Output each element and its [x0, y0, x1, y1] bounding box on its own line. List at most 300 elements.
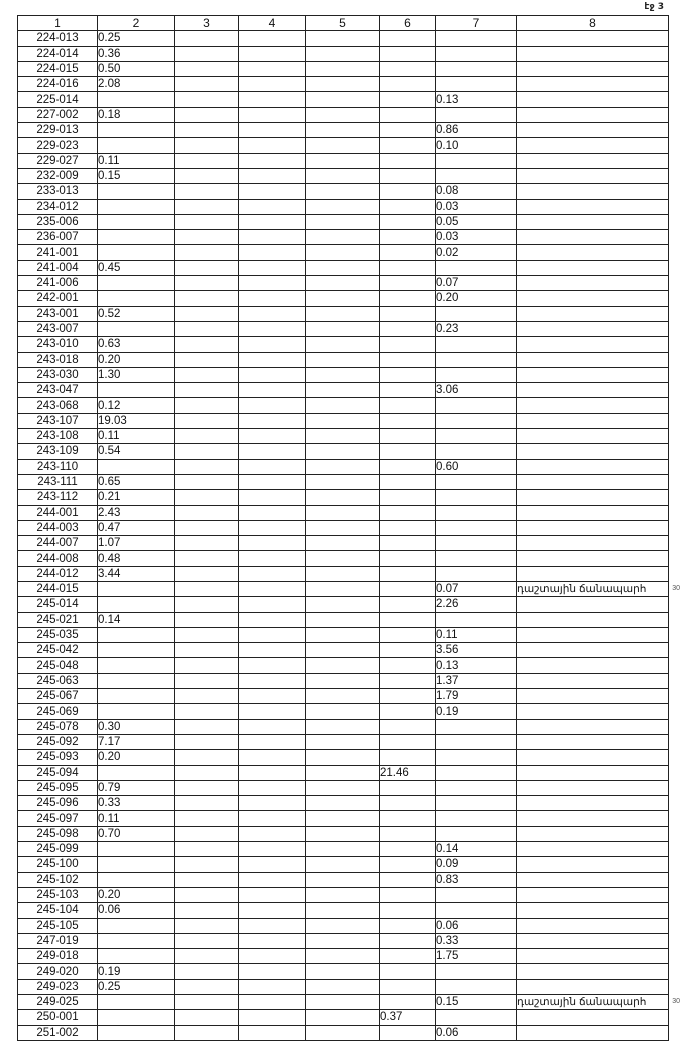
cell-col7-area — [436, 887, 517, 902]
cell-col5 — [306, 612, 380, 627]
cell-col5 — [306, 444, 380, 459]
cell-col6-area — [380, 995, 436, 1010]
cell-col7-area — [436, 123, 517, 138]
cell-code-text: 224-013 — [36, 32, 79, 45]
cell-col5 — [306, 337, 380, 352]
cell-col5 — [306, 474, 380, 489]
table-row — [18, 857, 669, 872]
cell-col2-area-text: 0.36 — [98, 47, 121, 60]
cell-note — [517, 184, 669, 199]
cell-col2-area — [98, 597, 175, 612]
cell-col4 — [239, 337, 306, 352]
cell-code — [18, 581, 98, 596]
cell-col4 — [239, 306, 306, 321]
cell-col7-area — [436, 964, 517, 979]
column-header-7: 7 — [436, 16, 517, 31]
cell-col2-area-text: 0.11 — [98, 430, 120, 443]
cell-code-text: 245-103 — [36, 889, 79, 902]
cell-col3 — [175, 398, 239, 413]
cell-col3 — [175, 459, 239, 474]
cell-col2-area-text: 0.45 — [98, 261, 121, 274]
cell-code — [18, 612, 98, 627]
cell-col4 — [239, 627, 306, 642]
cell-note — [517, 597, 669, 612]
cell-col3 — [175, 995, 239, 1010]
table-row — [18, 77, 669, 92]
cell-col2-area — [98, 612, 175, 627]
table-row — [18, 826, 669, 841]
cell-col7-area — [436, 199, 517, 214]
cell-col6-area — [380, 597, 436, 612]
cell-col7-area — [436, 444, 517, 459]
cell-col6-area — [380, 536, 436, 551]
cell-col7-area — [436, 826, 517, 841]
cell-col5 — [306, 979, 380, 994]
cell-note — [517, 1025, 669, 1040]
cell-col3 — [175, 627, 239, 642]
cell-col7-area-text: 0.23 — [436, 323, 459, 336]
cell-col7-area — [436, 230, 517, 245]
cell-code — [18, 291, 98, 306]
cell-col3 — [175, 734, 239, 749]
cell-note — [517, 490, 669, 505]
cell-col4 — [239, 887, 306, 902]
cell-col3 — [175, 474, 239, 489]
cell-col2-area — [98, 276, 175, 291]
cell-col7-area — [436, 918, 517, 933]
cell-col2-area — [98, 673, 175, 688]
cell-code — [18, 597, 98, 612]
table-row — [18, 581, 669, 596]
cell-code-text: 241-006 — [36, 277, 79, 290]
cell-col4 — [239, 138, 306, 153]
cell-note — [517, 933, 669, 948]
cell-code — [18, 107, 98, 122]
cell-col4 — [239, 383, 306, 398]
cell-col3 — [175, 168, 239, 183]
cell-col3 — [175, 979, 239, 994]
cell-col6-area — [380, 291, 436, 306]
cell-code-text: 245-067 — [36, 690, 79, 703]
cell-col6-area — [380, 857, 436, 872]
cell-col5 — [306, 168, 380, 183]
table-row — [18, 429, 669, 444]
cell-col7-area — [436, 796, 517, 811]
cell-col7-area — [436, 842, 517, 857]
table-row — [18, 321, 669, 336]
cell-col7-area-text: 0.05 — [436, 216, 459, 228]
table-row — [18, 383, 669, 398]
cell-col2-area-text: 0.11 — [98, 812, 120, 825]
cell-col2-area — [98, 153, 175, 168]
cell-col4 — [239, 842, 306, 857]
cell-col5 — [306, 995, 380, 1010]
cell-col3 — [175, 138, 239, 153]
table-row — [18, 780, 669, 795]
cell-col6-area — [380, 612, 436, 627]
table-row — [18, 413, 669, 428]
cell-col7-area-text: 0.08 — [436, 185, 459, 198]
cell-code — [18, 321, 98, 336]
cell-col6-area — [380, 245, 436, 260]
table-row — [18, 536, 669, 551]
cell-code-text: 245-097 — [36, 812, 79, 825]
cell-col7-area-text: 3.56 — [436, 644, 459, 657]
cell-col5 — [306, 750, 380, 765]
cell-col5 — [306, 704, 380, 719]
cell-col4 — [239, 230, 306, 245]
cell-code-text: 243-018 — [36, 353, 79, 366]
cell-note — [517, 306, 669, 321]
cell-col7-area-text: 0.06 — [436, 919, 459, 932]
cell-code-text: 249-020 — [36, 965, 79, 978]
cell-col3 — [175, 1010, 239, 1025]
cell-code — [18, 61, 98, 76]
table-row — [18, 92, 669, 107]
cell-col3 — [175, 107, 239, 122]
cell-code-text: 247-019 — [36, 934, 79, 947]
cell-code-text: 245-105 — [36, 919, 79, 932]
cell-col6-area — [380, 184, 436, 199]
cell-note — [517, 750, 669, 765]
cell-col2-area-text: 19.03 — [98, 414, 127, 427]
cell-col2-area — [98, 643, 175, 658]
cell-col2-area — [98, 459, 175, 474]
cell-col7-area-text: 0.02 — [436, 246, 459, 259]
cell-col7-area — [436, 490, 517, 505]
cell-col3 — [175, 61, 239, 76]
cell-note — [517, 1010, 669, 1025]
cell-note — [517, 872, 669, 887]
cell-col3 — [175, 413, 239, 428]
cell-col5 — [306, 352, 380, 367]
cell-col2-area — [98, 505, 175, 520]
cell-col7-area — [436, 245, 517, 260]
cell-col4 — [239, 704, 306, 719]
cell-code — [18, 474, 98, 489]
cell-col3 — [175, 780, 239, 795]
cell-col4 — [239, 168, 306, 183]
cell-col3 — [175, 643, 239, 658]
cell-col5 — [306, 627, 380, 642]
cell-col4 — [239, 750, 306, 765]
cell-col3 — [175, 811, 239, 826]
cell-note — [517, 367, 669, 382]
cell-col5 — [306, 551, 380, 566]
cell-note — [517, 61, 669, 76]
cell-col3 — [175, 566, 239, 581]
table-row — [18, 337, 669, 352]
cell-col2-area — [98, 429, 175, 444]
cell-col2-area — [98, 918, 175, 933]
cell-col5 — [306, 260, 380, 275]
cell-note — [517, 260, 669, 275]
cell-col4 — [239, 398, 306, 413]
table-row — [18, 168, 669, 183]
cell-col6-area — [380, 168, 436, 183]
cell-col7-area — [436, 1010, 517, 1025]
cell-code-text: 245-095 — [36, 781, 79, 794]
cell-col4 — [239, 474, 306, 489]
cell-col3 — [175, 199, 239, 214]
cell-code-text: 243-111 — [37, 476, 78, 489]
cell-col5 — [306, 107, 380, 122]
cell-col5 — [306, 505, 380, 520]
cell-col4 — [239, 505, 306, 520]
cell-col7-area — [436, 581, 517, 596]
table-row — [18, 964, 669, 979]
cell-col5 — [306, 811, 380, 826]
cell-col6-area — [380, 765, 436, 780]
cell-col4 — [239, 780, 306, 795]
cell-code-text: 233-013 — [36, 185, 79, 198]
cell-code — [18, 887, 98, 902]
cell-col5 — [306, 689, 380, 704]
cell-col5 — [306, 765, 380, 780]
cell-col4 — [239, 979, 306, 994]
cell-col4 — [239, 1010, 306, 1025]
cell-col3 — [175, 31, 239, 46]
cell-code-text: 251-002 — [36, 1026, 79, 1039]
cell-note-tail: 30 — [672, 998, 680, 1005]
cell-col7-area — [436, 597, 517, 612]
table-row — [18, 138, 669, 153]
cell-col2-area — [98, 949, 175, 964]
cell-col7-area — [436, 107, 517, 122]
table-row — [18, 658, 669, 673]
cell-code-text: 234-012 — [36, 200, 79, 213]
cell-col2-area — [98, 77, 175, 92]
table-row — [18, 46, 669, 61]
cell-col5 — [306, 842, 380, 857]
cell-col7-area — [436, 673, 517, 688]
cell-col2-area — [98, 31, 175, 46]
cell-code-text: 244-012 — [36, 567, 79, 580]
cell-col4 — [239, 276, 306, 291]
cell-code-text: 245-100 — [36, 858, 79, 871]
cell-col2-area — [98, 107, 175, 122]
header-row — [18, 16, 669, 31]
cell-col5 — [306, 276, 380, 291]
cell-col2-area — [98, 123, 175, 138]
cell-code-text: 245-078 — [36, 720, 79, 733]
cell-code — [18, 918, 98, 933]
cell-code — [18, 429, 98, 444]
table-row — [18, 887, 669, 902]
cell-col5 — [306, 566, 380, 581]
cell-col2-area-text: 0.54 — [98, 445, 121, 458]
cell-col4 — [239, 903, 306, 918]
table-row — [18, 949, 669, 964]
cell-col7-area-text: 0.13 — [436, 659, 459, 672]
cell-col2-area — [98, 842, 175, 857]
cell-col6-area — [380, 964, 436, 979]
cell-col7-area — [436, 383, 517, 398]
cell-col4 — [239, 566, 306, 581]
cell-col3 — [175, 383, 239, 398]
table-row — [18, 490, 669, 505]
cell-col4 — [239, 643, 306, 658]
cell-col3 — [175, 505, 239, 520]
cell-col3 — [175, 520, 239, 535]
cell-note-text: դաշտային ճանապարհ — [517, 996, 647, 1009]
cell-code — [18, 383, 98, 398]
cell-col5 — [306, 184, 380, 199]
table-row — [18, 260, 669, 275]
cell-code — [18, 1010, 98, 1025]
cell-code-text: 245-093 — [36, 751, 79, 764]
cell-col4 — [239, 581, 306, 596]
cell-col5 — [306, 138, 380, 153]
cell-col4 — [239, 765, 306, 780]
cell-col2-area-text: 0.63 — [98, 338, 121, 351]
cell-col7-area — [436, 627, 517, 642]
cell-col5 — [306, 490, 380, 505]
cell-note — [517, 444, 669, 459]
cell-code — [18, 520, 98, 535]
cell-code-text: 224-014 — [36, 47, 79, 60]
cell-code — [18, 857, 98, 872]
cell-col4 — [239, 429, 306, 444]
cell-col5 — [306, 1025, 380, 1040]
cell-col6-area — [380, 811, 436, 826]
cell-col5 — [306, 230, 380, 245]
cell-code — [18, 398, 98, 413]
cell-col2-area-text: 0.18 — [98, 108, 121, 121]
cell-col4 — [239, 31, 306, 46]
cell-col2-area — [98, 750, 175, 765]
cell-col6-area — [380, 750, 436, 765]
cell-col2-area — [98, 627, 175, 642]
cell-code-text: 241-004 — [36, 261, 79, 274]
cell-col4 — [239, 719, 306, 734]
cell-col2-area-text: 0.20 — [98, 353, 121, 366]
cell-col6-area — [380, 92, 436, 107]
cell-col5 — [306, 780, 380, 795]
cell-col4 — [239, 811, 306, 826]
cell-code — [18, 949, 98, 964]
cell-col3 — [175, 689, 239, 704]
cell-col6-area — [380, 949, 436, 964]
cell-code — [18, 459, 98, 474]
table-header — [18, 16, 669, 31]
cell-col6-area — [380, 107, 436, 122]
cell-code-text: 245-099 — [36, 843, 79, 856]
cell-note — [517, 995, 680, 1010]
cell-col4 — [239, 352, 306, 367]
cell-note — [517, 337, 669, 352]
cell-col4 — [239, 536, 306, 551]
cell-col6-area — [380, 153, 436, 168]
cell-code — [18, 734, 98, 749]
cell-col6-area — [380, 199, 436, 214]
table-row — [18, 995, 669, 1010]
cell-note — [517, 796, 669, 811]
cell-note — [517, 352, 669, 367]
cell-note — [517, 979, 669, 994]
cell-col2-area — [98, 245, 175, 260]
cell-code — [18, 367, 98, 382]
cell-col5 — [306, 46, 380, 61]
cell-col5 — [306, 719, 380, 734]
cell-col2-area — [98, 444, 175, 459]
cell-code-text: 249-023 — [36, 980, 79, 993]
cell-col6-area — [380, 719, 436, 734]
cell-code — [18, 77, 98, 92]
cell-col4 — [239, 92, 306, 107]
cell-note — [517, 842, 669, 857]
cell-col2-area — [98, 826, 175, 841]
cell-col4 — [239, 872, 306, 887]
cell-col7-area-text: 0.20 — [436, 292, 459, 305]
cell-code-text: 243-112 — [36, 491, 79, 504]
cell-col3 — [175, 918, 239, 933]
cell-code-text: 245-102 — [36, 873, 79, 886]
cell-code-text: 243-107 — [36, 414, 79, 427]
cell-col7-area-text: 3.06 — [436, 384, 459, 397]
cell-code — [18, 826, 98, 841]
cell-col6-area — [380, 796, 436, 811]
cell-code — [18, 138, 98, 153]
cell-col4 — [239, 796, 306, 811]
cell-col5 — [306, 245, 380, 260]
table-row — [18, 505, 669, 520]
column-header-4: 4 — [239, 16, 306, 31]
cell-code-text: 243-109 — [36, 445, 79, 458]
cell-note — [517, 949, 669, 964]
cell-col6-area — [380, 490, 436, 505]
cell-col6-area — [380, 689, 436, 704]
cell-col6-area — [380, 230, 436, 245]
cell-col6-area — [380, 933, 436, 948]
cell-col2-area — [98, 413, 175, 428]
cell-note — [517, 689, 669, 704]
cell-col6-area — [380, 887, 436, 902]
cell-note — [517, 123, 669, 138]
cell-col2-area — [98, 979, 175, 994]
cell-note — [517, 214, 669, 229]
cell-code-text: 243-108 — [36, 430, 79, 443]
cell-col7-area — [436, 995, 517, 1010]
cell-col3 — [175, 964, 239, 979]
cell-col4 — [239, 949, 306, 964]
cell-col3 — [175, 581, 239, 596]
page-number-label: էջ 3 — [644, 2, 664, 12]
cell-col4 — [239, 551, 306, 566]
table-row — [18, 627, 669, 642]
cell-col6-area — [380, 903, 436, 918]
cell-code-text: 235-006 — [36, 216, 79, 228]
cell-col5 — [306, 459, 380, 474]
cell-code-text: 249-018 — [36, 950, 79, 963]
cell-col6-area — [380, 352, 436, 367]
cell-col4 — [239, 918, 306, 933]
cell-col6-area — [380, 383, 436, 398]
cell-note — [517, 551, 669, 566]
cell-note — [517, 505, 669, 520]
cell-col7-area — [436, 734, 517, 749]
cell-col6-area — [380, 979, 436, 994]
cell-code — [18, 903, 98, 918]
cell-col3 — [175, 673, 239, 688]
cell-col2-area-text: 0.19 — [98, 965, 121, 978]
cell-col5 — [306, 949, 380, 964]
table-row — [18, 153, 669, 168]
table-row — [18, 689, 669, 704]
table-row — [18, 367, 669, 382]
cell-col2-area-text: 2.43 — [98, 506, 121, 519]
cell-col3 — [175, 367, 239, 382]
